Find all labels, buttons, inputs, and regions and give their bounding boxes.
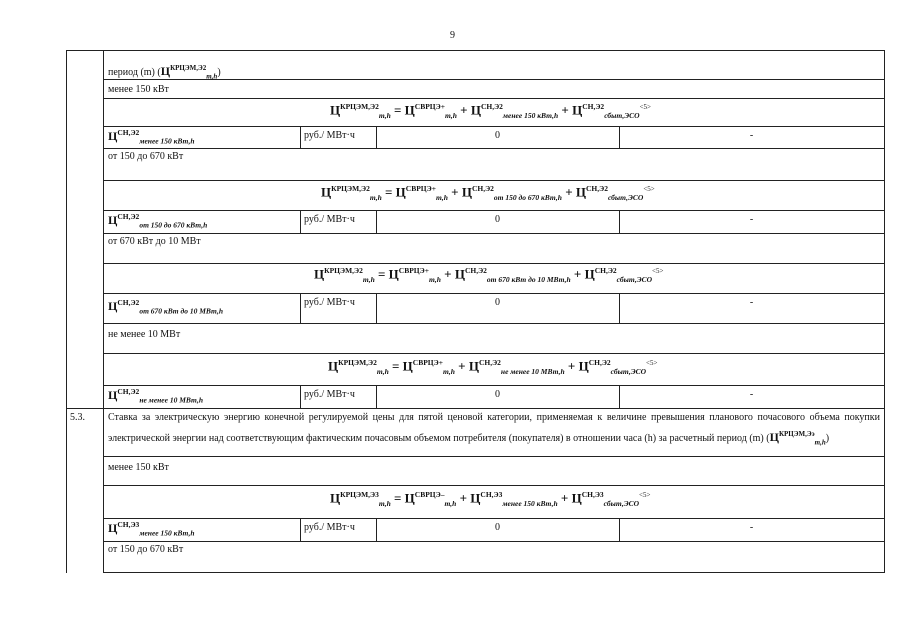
range-less-150-b: менее 150 кВт [108, 462, 169, 473]
formula-5: $Ц^{КРЦЭМ,Э3}_{m,h} = Ц^{СВРЦЭ-}_{m,h} + Ц^{СН,Э3}_{менее 150 кВт,h} + Ц^{СН,Э3}_{сбыт,ЭСО}^{<5>}$ [330, 490, 651, 508]
range-less-150: менее 150 кВт [108, 84, 169, 95]
value-4b: - [749, 389, 754, 400]
value-2b: - [749, 214, 754, 225]
unit-4: руб./ МВт·ч [304, 389, 355, 400]
value-symbol-5: $Ц^{СН,Э3}_{менее 150 кВт,h}$ [108, 520, 195, 538]
formula-4: $Ц^{КРЦЭМ,Э2}_{m,h} = Ц^{СВРЦЭ+}_{m,h} + Ц^{СН,Э2}_{не менее 10 МВт,h} + Ц^{СН,Э2}_{сбыт,ЭСО}^{<5>}$ [328, 358, 658, 376]
formula-2: $Ц^{КРЦЭМ,Э2}_{m,h} = Ц^{СВРЦЭ+}_{m,h} + Ц^{СН,Э2}_{от 150 до 670 кВт,h} + Ц^{СН,Э2}_{сбыт,ЭСО}^{<5>}$ [321, 184, 655, 202]
unit-1: руб./ МВт·ч [304, 130, 355, 141]
value-symbol-3: $Ц^{СН,Э2}_{от 670 кВт до 10 МВт,h}$ [108, 298, 224, 316]
value-5b: - [749, 522, 754, 533]
value-2a: 0 [495, 214, 500, 225]
formula-3: $Ц^{КРЦЭМ,Э2}_{m,h} = Ц^{СВРЦЭ+}_{m,h} + Ц^{СН,Э2}_{от 670 кВт до 10 МВт,h} + Ц^{СН,Э2}_{сбыт,ЭСО}^{<5>}$ [314, 266, 664, 284]
item-description: Ставка за электрическую энергию конечной регулируемой цены для пятой ценовой категории, применяемая к величине превышения планового почасового объема покупки электрической энергии над соответствующим фактическим почасовым объемом потребителя (покупателя) в отношении часа (h) за расчетный период (m) $(Ц^{КРЦЭМ,Ээ}_{m,h})$ [108, 412, 880, 447]
page-number: 9 [450, 30, 455, 41]
tariff-table [66, 50, 885, 573]
value-5a: 0 [495, 522, 500, 533]
unit-5: руб./ МВт·ч [304, 522, 355, 533]
formula-1: $Ц^{КРЦЭМ,Э2}_{m,h} = Ц^{СВРЦЭ+}_{m,h} + Ц^{СН,Э2}_{менее 150 кВт,h} + Ц^{СН,Э2}_{сбыт,ЭСО}^{<5>}$ [330, 102, 651, 120]
range-150-670: от 150 до 670 кВт [108, 151, 184, 162]
value-1a: 0 [495, 130, 500, 141]
value-4a: 0 [495, 389, 500, 400]
range-670-10: от 670 кВт до 10 МВт [108, 236, 201, 247]
unit-3: руб./ МВт·ч [304, 297, 355, 308]
value-1b: - [749, 130, 754, 141]
unit-2: руб./ МВт·ч [304, 214, 355, 225]
value-symbol-2: $Ц^{СН,Э2}_{от 150 до 670 кВт,h}$ [108, 212, 208, 230]
value-symbol-4: $Ц^{СН,Э2}_{не менее 10 МВт,h}$ [108, 387, 204, 405]
value-symbol-1: $Ц^{СН,Э2}_{менее 150 кВт,h}$ [108, 128, 195, 146]
value-3a: 0 [495, 297, 500, 308]
range-not-less-10: не менее 10 МВт [108, 329, 181, 340]
value-3b: - [749, 297, 754, 308]
item-number: 5.3. [70, 412, 85, 423]
period-label: период (m) $(Ц^{КРЦЭМ,Э2}_{m,h})$ [108, 64, 221, 81]
range-150-670-b: от 150 до 670 кВт [108, 544, 184, 555]
